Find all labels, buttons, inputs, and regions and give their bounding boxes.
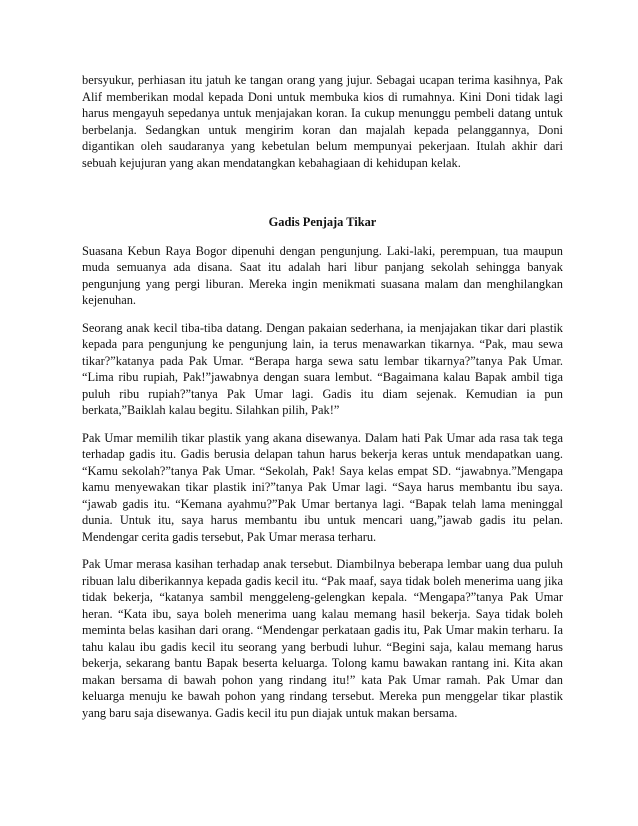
story-paragraph-3: Pak Umar memilih tikar plastik yang akana disewanya. Dalam hati Pak Umar ada rasa tak tega terhadap gadis itu. Gadis berusia delapan tahun harus bekerja keras untuk mendapatkan uang. “Kamu sekolah?”tanya Pak Umar. “Sekolah, Pak! Saya kelas empat SD. “jawabnya.”Mengapa kamu menyewakan tikar plastik ini?”tanya Pak Umar lagi. “Saya harus membantu ibu saya. “jawab gadis itu. “Kemana ayahmu?”Pak Umar bertanya lagi. “Bapak telah lama meninggal dunia. Untuk itu, saya harus membantu ibu untuk mencari uang,”jawab gadis itu pelan. Mendengar cerita gadis tersebut, Pak Umar merasa terharu.	[82, 430, 563, 544]
story-paragraph-2: Seorang anak kecil tiba-tiba datang. Dengan pakaian sederhana, ia menjajakan tikar dari plastik kepada para pengunjung ke pengunjung lain, ia terus menawarkan tikarnya. “Pak, mau sewa tikar?”katanya pada Pak Umar. “Berapa harga sewa satu lembar tikarnya?”tanya Pak Umar. “Lima ribu rupiah, Pak!”jawabnya dengan suara lembut. “Bagaimana kalau Bapak ambil tiga puluh ribu rupiah?”tanya Pak Umar lagi. Gadis itu diam sejenak. Kemudian ia pun berkata,”Baiklah kalau begitu. Silahkan pilih, Pak!”	[82, 320, 563, 417]
paragraph-spacer	[82, 545, 563, 556]
story-paragraph-4: Pak Umar merasa kasihan terhadap anak tersebut. Diambilnya beberapa lembar uang dua puluh ribuan lalu diberikannya kepada gadis kecil itu. “Pak maaf, saya tidak boleh menerima uang jika tidak bekerja, “katanya sambil menggeleng-gelengkan kepala. “Mengapa?”tanya Pak Umar heran. “Kata ibu, saya boleh menerima uang kalau memang hasil bekerja. Saya tidak boleh meminta belas kasihan dari orang. “Mendengar perkataan gadis itu, Pak Umar makin terharu. Ia tahu kalau ibu gadis kecil itu seorang yang berbudi luhur. “Begini saja, kalau memang harus bekerja, sekarang bantu Bapak beserta keluarga. Tolong kamu bawakan rantang ini. Kita akan makan bersama di bawah pohon yang rindang itu!” kata Pak Umar ramah. Pak Umar dan keluarga menuju ke bawah pohon yang rindang tersebut. Mereka pun menggelar tikar plastik yang baru saja disewanya. Gadis kecil itu pun diajak untuk makan bersama.	[82, 557, 563, 720]
title-spacer	[82, 231, 563, 243]
paragraph-spacer	[82, 309, 563, 320]
document-page	[82, 72, 563, 721]
section-spacer	[82, 171, 563, 214]
intro-paragraph: bersyukur, perhiasan itu jatuh ke tangan orang yang jujur. Sebagai ucapan terima kasihnya, Pak Alif memberikan modal kepada Doni untuk membuka kios di rumahnya. Kini Doni tidak lagi harus mengayuh sepedanya untuk menjajakan koran. Ia cukup menunggu pembeli datang untuk berbelanja. Sedangkan untuk mengirim koran dan majalah kepada pelanggannya, Doni digantikan oleh saudaranya yang kebetulan belum mempunyai pekerjaan. Itulah akhir dari sebuah kejujuran yang akan mendatangkan kebahagiaan di kehidupan kelak.	[82, 73, 563, 170]
paragraph-spacer	[82, 419, 563, 430]
story-paragraph-1: Suasana Kebun Raya Bogor dipenuhi dengan pengunjung. Laki-laki, perempuan, tua maupun muda semuanya ada disana. Saat itu adalah hari libur panjang sekolah sehingga banyak pengunjung yang pergi liburan. Mereka ingin menikmati suasana malam dan menghilangkan kejenuhan.	[82, 243, 563, 307]
story-title: Gadis Penjaja Tikar	[268, 215, 377, 229]
